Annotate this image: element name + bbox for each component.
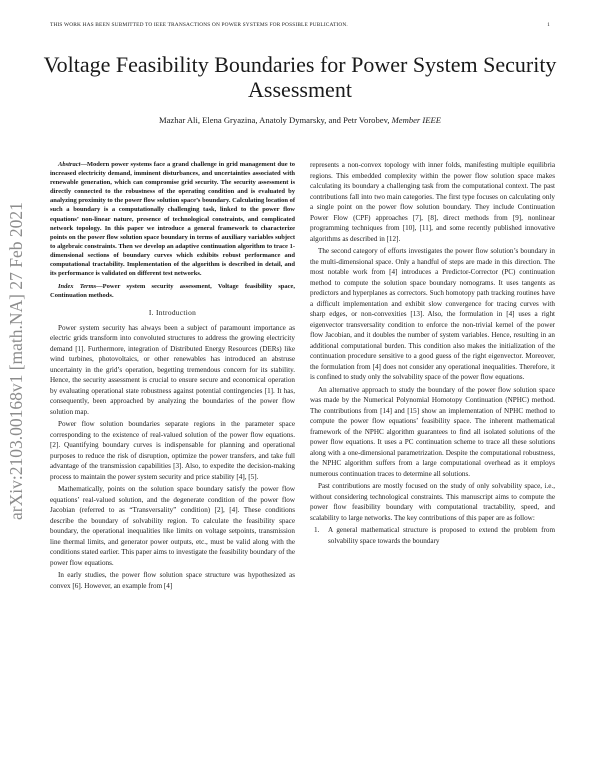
submission-notice: THIS WORK HAS BEEN SUBMITTED TO IEEE TRANSACTIONS ON POWER SYSTEMS FOR POSSIBLE PUBLICATION. xyxy=(50,22,348,28)
left-column xyxy=(50,160,295,593)
arxiv-stamp: arXiv:2103.00168v1 [math.NA] 27 Feb 2021 xyxy=(6,202,26,520)
paragraph: Power system security has always been a subject of paramount importance as electric grids transform into convoluted structures to address the growing electricity demand [1]. Furthermore, integration of Distributed Energy Resources (DERs) like wind turbines, photovoltaics, or other renewables has introduced an abstruse uncertainty in the grid’s operation, begetting tremendous concern for its stability. Hence, the security assessment is crucial to ensure secure and economical operation by evaluating operational state robustness against potential contingencies [1]. It has, consequently, been approached by analyzing the boundaries of the power flow solution map. xyxy=(50,323,295,416)
index-terms xyxy=(50,282,295,300)
contribution-item xyxy=(310,525,555,546)
abstract xyxy=(50,160,295,278)
paragraph: Mathematically, points on the solution space boundary satisfy the power flow equations’ real-valued solution, and the degenerate condition of the power flow Jacobian (referred to as “Transversality” condition) [2], [4]. These conditions describe the boundary of solvability region. To calculate the feasibility space boundary, the operational inequalities like limits on voltage setpoints, transmission line thermal limits, and generator power outputs, etc., must be valid along with the conditions stated earlier. This paper aims to investigate the feasibility boundary of the power flow equations. xyxy=(50,485,295,567)
right-column xyxy=(310,160,555,546)
paragraph: represents a non-convex topology with inner folds, manifesting multiple equilibria regions. This embedded complexity within the power flow solution space makes calculating its boundary a challenging task from the computational context. The past contributions fall into two main categories. The first type focuses on calculating only a single point on the power flow solution boundary. They include Continuation Power Flow (CPF) approaches [7], [8], direct methods from [9], nonlinear programming techniques from [10], [11], and some recently published innovative algorithms as described in [12]. xyxy=(310,161,555,243)
paragraph: Past contributions are mostly focused on the study of only solvability space, i.e., without considering technological constraints. This manuscript aims to compute the power flow feasibility boundary with computational tractability, speed, and scalability to large networks. The key contributions of this paper are as follow: xyxy=(310,482,555,522)
contribution-number: 1. xyxy=(314,526,320,534)
paragraph: Power flow solution boundaries separate regions in the parameter space corresponding to the existence of real-valued solution of the power flow equations. [2]. Quantifying boundary curves is indispensable for planning and operational purposes to reduce the risk of disruption, optimize the power transfers, and take full advantage of the transmission capabilities [3]. Also, to expedite the decision-making process to maintain the power system security and price stability [4], [5]. xyxy=(50,420,295,481)
index-terms-text: —Power system security assessment, Voltage feasibility space, Continuation methods. xyxy=(50,283,296,300)
index-terms-label: Index Terms xyxy=(58,283,97,291)
paragraph: An alternative approach to study the boundary of the power flow solution space was made by the Numerical Polynomial Homotopy Continuation (NPHC) method. The contributions from [14] and [15] show an implementation of NPHC method to compute the power flow equations’ feasibility space. The inherent mathematical framework of the NPHC algorithm guarantees to find all isolated solutions of the power flow equations. It uses a PC continuation scheme to trace all these solutions along with a one-dimensional parametrization. Despite the computational robustness, the NPHC algorithm suffers from a large computational overhead as it employs numerous continuation traces to determine all solutions. xyxy=(310,385,555,478)
abstract-text: —Modern power systems face a grand challenge in grid management due to increased electricity demand, imminent disturbances, and uncertainties associated with renewable generation, which can compromise grid security. The security assessment is directly connected to the robustness of the operating condition and is evaluated by analyzing proximity to the power flow solution space’s boundary. Calculating location of such a boundary is a computationally challenging task, linked to the power flow equations’ non-linear nature, presence of technological constraints, and complicated network topology. In this paper we introduce a general framework to characterize points on the power flow solution space boundary in terms of auxiliary variables subject to algebraic constraints. Then we develop an adaptive continuation algorithm to trace 1-dimensional sections of boundary curves which exhibits robust performance and computational tractability. Implementation of the algorithm is described in detail, and its performance is validated on different test networks. xyxy=(50,161,295,278)
contribution-text: A general mathematical structure is proposed to extend the problem from solvability space towards the boundary xyxy=(328,526,555,545)
paragraph: In early studies, the power flow solution space structure was hypothesized as convex [6]. However, an example from [4] xyxy=(50,571,295,590)
page-number: 1 xyxy=(547,22,550,28)
author-names: Mazhar Ali, Elena Gryazina, Anatoly Dymarsky, and Petr Vorobev, xyxy=(158,115,390,125)
author-line xyxy=(40,115,560,125)
abstract-label: Abstract xyxy=(58,161,81,168)
paper-title: Voltage Feasibility Boundaries for Power System Security Assessment xyxy=(43,52,557,102)
paragraph: The second category of efforts investigates the power flow solution’s boundary in the multi-dimensional space. Only a handful of steps are made in this direction. The most notable work from [4] introduces a Predictor-Corrector (PC) continuation method to compute the solution space boundary nomograms. It uses tangents as predictors and hyperplanes as correctors. Such homotopy path tracking routines have a difficult implementation and exhibit slow convergence for tracing curves with sharp edges, or non-convexities [13]. Also, the formulation in [4] uses a right eigenvector transversality condition to enforce the non-trivial kernel of the power flow Jacobian, and it doubles the number of system variables. Hence, resulting in an additional computational burden. This condition also makes the initialization of the continuation procedure sensitive to a good guess of the right eigenvector. Moreover, the formulation from [4] does not consider any operational inequalities. Therefore, it is confined to study only the solvability space of the power flow equations. xyxy=(310,247,555,381)
author-membership: Member IEEE xyxy=(391,115,442,125)
running-header xyxy=(50,22,550,28)
section-heading: I. Introduction xyxy=(148,308,197,318)
